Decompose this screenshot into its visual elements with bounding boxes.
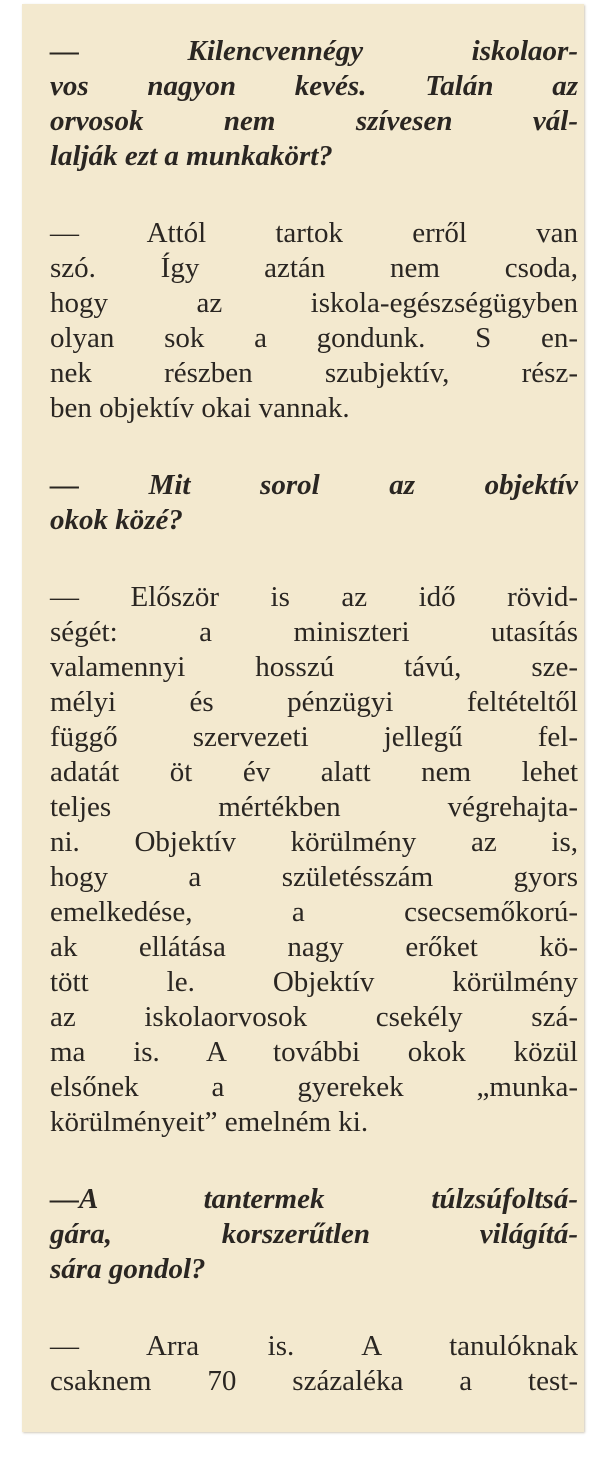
text-line: ma is. A további okok közül	[50, 1036, 578, 1068]
text-line: adatát öt év alatt nem lehet	[50, 756, 578, 788]
text-line: teljes mértékben végrehajta-	[50, 791, 578, 823]
text-line: emelkedése, a csecsemőkorú-	[50, 896, 578, 928]
text-line: — Arra is. A tanulóknak	[50, 1330, 578, 1362]
text-line: okok közé?	[50, 504, 183, 536]
text-line: — Attól tartok erről van	[50, 217, 578, 249]
question-block-3	[50, 1182, 578, 1287]
text-line: lalják ezt a munkakört?	[50, 140, 333, 172]
question-block-2	[50, 468, 578, 538]
text-line: ben objektív okai vannak.	[50, 392, 350, 424]
text-line: orvosok nem szívesen vál-	[50, 105, 578, 137]
text-line: függő szervezeti jellegű fel-	[50, 721, 578, 753]
text-line: nek részben szubjektív, rész-	[50, 357, 578, 389]
text-line: hogy az iskola-egészségügyben	[50, 287, 578, 319]
text-line: vos nagyon kevés. Talán az	[50, 70, 578, 102]
text-line: —A tantermek túlzsúfoltsá-	[50, 1183, 578, 1215]
text-line: elsőnek a gyerekek „munka-	[50, 1071, 578, 1103]
text-line: — Először is az idő rövid-	[50, 581, 578, 613]
answer-block-2	[50, 580, 578, 1140]
text-line: körülményeit” emelném ki.	[50, 1106, 369, 1138]
text-line: mélyi és pénzügyi feltételtől	[50, 686, 578, 718]
text-line: ak ellátása nagy erőket kö-	[50, 931, 578, 963]
text-line: sára gondol?	[50, 1253, 206, 1285]
question-block-1	[50, 34, 578, 174]
text-line: valamennyi hosszú távú, sze-	[50, 651, 578, 683]
text-line: ségét: a miniszteri utasítás	[50, 616, 578, 648]
text-line: — Mit sorol az objektív	[50, 469, 578, 501]
text-line: az iskolaorvosok csekély szá-	[50, 1001, 578, 1033]
text-line: olyan sok a gondunk. S en-	[50, 322, 578, 354]
answer-block-3	[50, 1329, 578, 1399]
article-column	[50, 34, 578, 1432]
newspaper-clipping	[22, 4, 584, 1432]
text-line: hogy a születésszám gyors	[50, 861, 578, 893]
text-line: — Kilencvennégy iskolaor-	[50, 35, 578, 67]
text-line: csaknem 70 százaléka a test-	[50, 1365, 578, 1397]
text-line: ni. Objektív körülmény az is,	[50, 826, 578, 858]
text-line: szó. Így aztán nem csoda,	[50, 252, 578, 284]
answer-block-1	[50, 216, 578, 426]
text-line: gára, korszerűtlen világítá-	[50, 1218, 578, 1250]
text-line: tött le. Objektív körülmény	[50, 966, 578, 998]
